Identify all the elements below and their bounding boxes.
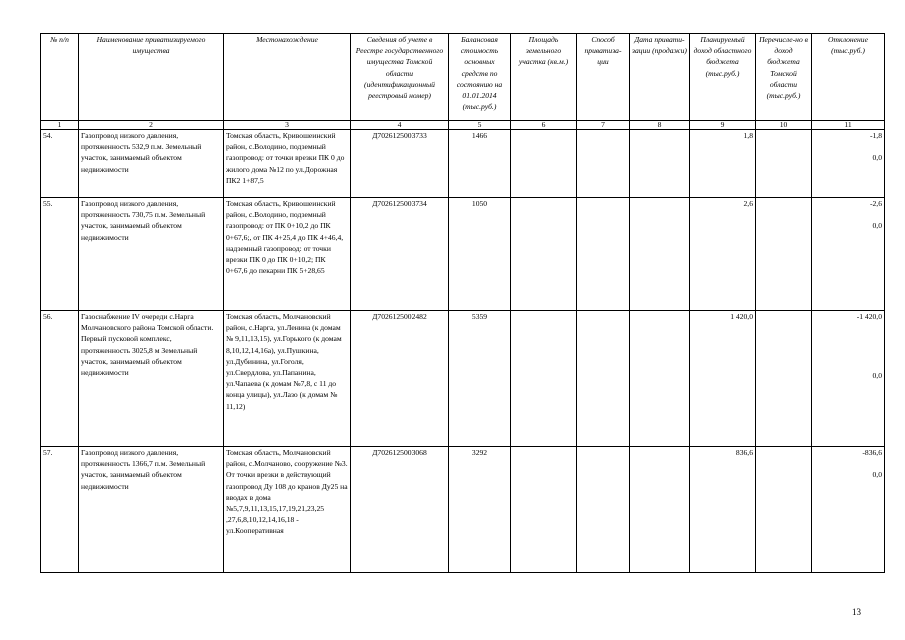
column-number: 6 xyxy=(511,121,577,130)
page-number: 13 xyxy=(852,607,861,617)
registry-number: Д7026125003733 xyxy=(351,130,449,198)
transferred-amount xyxy=(756,198,812,311)
planned-income: 1,8 xyxy=(690,130,756,198)
table-row xyxy=(41,311,885,447)
privatization-date xyxy=(630,130,690,198)
column-number: 4 xyxy=(351,121,449,130)
transferred-amount xyxy=(756,447,812,573)
column-number-row xyxy=(41,121,885,130)
header-cell: Сведения об учете в Реестре государственного имущества Томской области (идентификационный реестровый номер) xyxy=(351,34,449,121)
balance-value: 5359 xyxy=(449,311,511,447)
land-area xyxy=(511,311,577,447)
header-cell: Площадь земельного участка (кв.м.) xyxy=(511,34,577,121)
header-cell: Способ приватиза-ции xyxy=(577,34,630,121)
table-row xyxy=(41,447,885,573)
deviation-cell xyxy=(812,447,885,573)
deviation-value: -1 420,0 xyxy=(856,312,882,321)
property-location: Томская область, Молчановский район, с.Молчаново, сооружение №3. От точки врезки в действующий газопровод Ду 108 до кранов Ду25 на вводах в дома №5,7,9,11,13,15,17,19,21,23,25 ,27,6,8,10,12,14,16,18 - ул.Кооперативная xyxy=(224,447,351,573)
header-cell: Балансовая стоимость основных средств по состоянию на 01.01.2014 (тыс.руб.) xyxy=(449,34,511,121)
deviation-value-secondary: 0,0 xyxy=(872,470,882,480)
table-row xyxy=(41,198,885,311)
registry-number: Д7026125003734 xyxy=(351,198,449,311)
privatization-method xyxy=(577,130,630,198)
privatization-method xyxy=(577,311,630,447)
column-number: 7 xyxy=(577,121,630,130)
column-number: 10 xyxy=(756,121,812,130)
balance-value: 3292 xyxy=(449,447,511,573)
privatization-date xyxy=(630,198,690,311)
header-cell: Отклонение (тыс.руб.) xyxy=(812,34,885,121)
deviation-value: -836,6 xyxy=(862,448,882,457)
deviation-value-secondary: 0,0 xyxy=(872,221,882,231)
planned-income: 1 420,0 xyxy=(690,311,756,447)
column-number: 9 xyxy=(690,121,756,130)
table-row xyxy=(41,130,885,198)
land-area xyxy=(511,130,577,198)
property-name: Газопровод низкого давления, протяженность 532,9 п.м. Земельный участок, занимаемый объектом недвижимости xyxy=(79,130,224,198)
property-location: Томская область, Кривошеинский район, с.Володино, подземный газопровод: от ПК 0+10,2 до ПК 0+67,6;, от ПК 4+25,4 до ПК 4+46,4, надземный газопровод: от точки врезки ПК 0 до ПК 0+10,2; ПК 0+67,6 до пекарни ПК 5+28,65 xyxy=(224,198,351,311)
header-row xyxy=(41,34,885,121)
balance-value: 1466 xyxy=(449,130,511,198)
land-area xyxy=(511,198,577,311)
column-number: 11 xyxy=(812,121,885,130)
privatization-method xyxy=(577,447,630,573)
privatization-method xyxy=(577,198,630,311)
header-cell: № п/п xyxy=(41,34,79,121)
column-number: 8 xyxy=(630,121,690,130)
header-cell: Дата привати-зации (продажи) xyxy=(630,34,690,121)
deviation-value: -2,6 xyxy=(869,199,882,208)
property-name: Газоснабжение IV очереди с.Нарга Молчановского района Томской области. Первый пусковой комплекс, протяженность 3025,8 м Земельный участок, занимаемый объектом недвижимости xyxy=(79,311,224,447)
column-number: 5 xyxy=(449,121,511,130)
deviation-value-secondary: 0,0 xyxy=(872,153,882,163)
registry-number: Д7026125002482 xyxy=(351,311,449,447)
header-cell: Перечисле-но в доход бюджета Томской области (тыс.руб.) xyxy=(756,34,812,121)
column-number: 1 xyxy=(41,121,79,130)
land-area xyxy=(511,447,577,573)
registry-number: Д7026125003068 xyxy=(351,447,449,573)
header-cell: Планируемый доход областного бюджета (тыс.руб.) xyxy=(690,34,756,121)
deviation-value: -1,8 xyxy=(869,131,882,140)
deviation-cell xyxy=(812,311,885,447)
privatization-date xyxy=(630,311,690,447)
planned-income: 836,6 xyxy=(690,447,756,573)
transferred-amount xyxy=(756,311,812,447)
header-cell: Наименование приватизируемого имущества xyxy=(79,34,224,121)
row-number: 56. xyxy=(41,311,79,447)
header-cell: Местонахождение xyxy=(224,34,351,121)
privatization-date xyxy=(630,447,690,573)
deviation-value-secondary: 0,0 xyxy=(872,371,882,381)
row-number: 55. xyxy=(41,198,79,311)
property-location: Томская область, Кривошеинский район, с.Володино, подземный газопровод: от точки врезки ПК 0 до жилого дома №12 по ул.Дорожная ПК2 1+87,5 xyxy=(224,130,351,198)
property-name: Газопровод низкого давления, протяженность 730,75 п.м. Земельный участок, занимаемый объектом недвижимости xyxy=(79,198,224,311)
row-number: 54. xyxy=(41,130,79,198)
deviation-cell xyxy=(812,198,885,311)
transferred-amount xyxy=(756,130,812,198)
row-number: 57. xyxy=(41,447,79,573)
planned-income: 2,6 xyxy=(690,198,756,311)
column-number: 2 xyxy=(79,121,224,130)
privatization-table xyxy=(40,33,885,573)
deviation-cell xyxy=(812,130,885,198)
column-number: 3 xyxy=(224,121,351,130)
balance-value: 1050 xyxy=(449,198,511,311)
property-name: Газопровод низкого давления, протяженность 1366,7 п.м. Земельный участок, занимаемый объектом недвижимости xyxy=(79,447,224,573)
property-location: Томская область, Молчановский район, с.Нарга, ул.Ленина (к домам № 9,11,13,15), ул.Горького (к домам 8,10,12,14,16а), ул.Пушкина, ул.Дубинина, ул.Гоголя, ул.Свердлова, ул.Папанина, ул.Чапаева (к домам №7,8, с 11 до конца улицы), ул.Лазо (к домам № 11,12) xyxy=(224,311,351,447)
